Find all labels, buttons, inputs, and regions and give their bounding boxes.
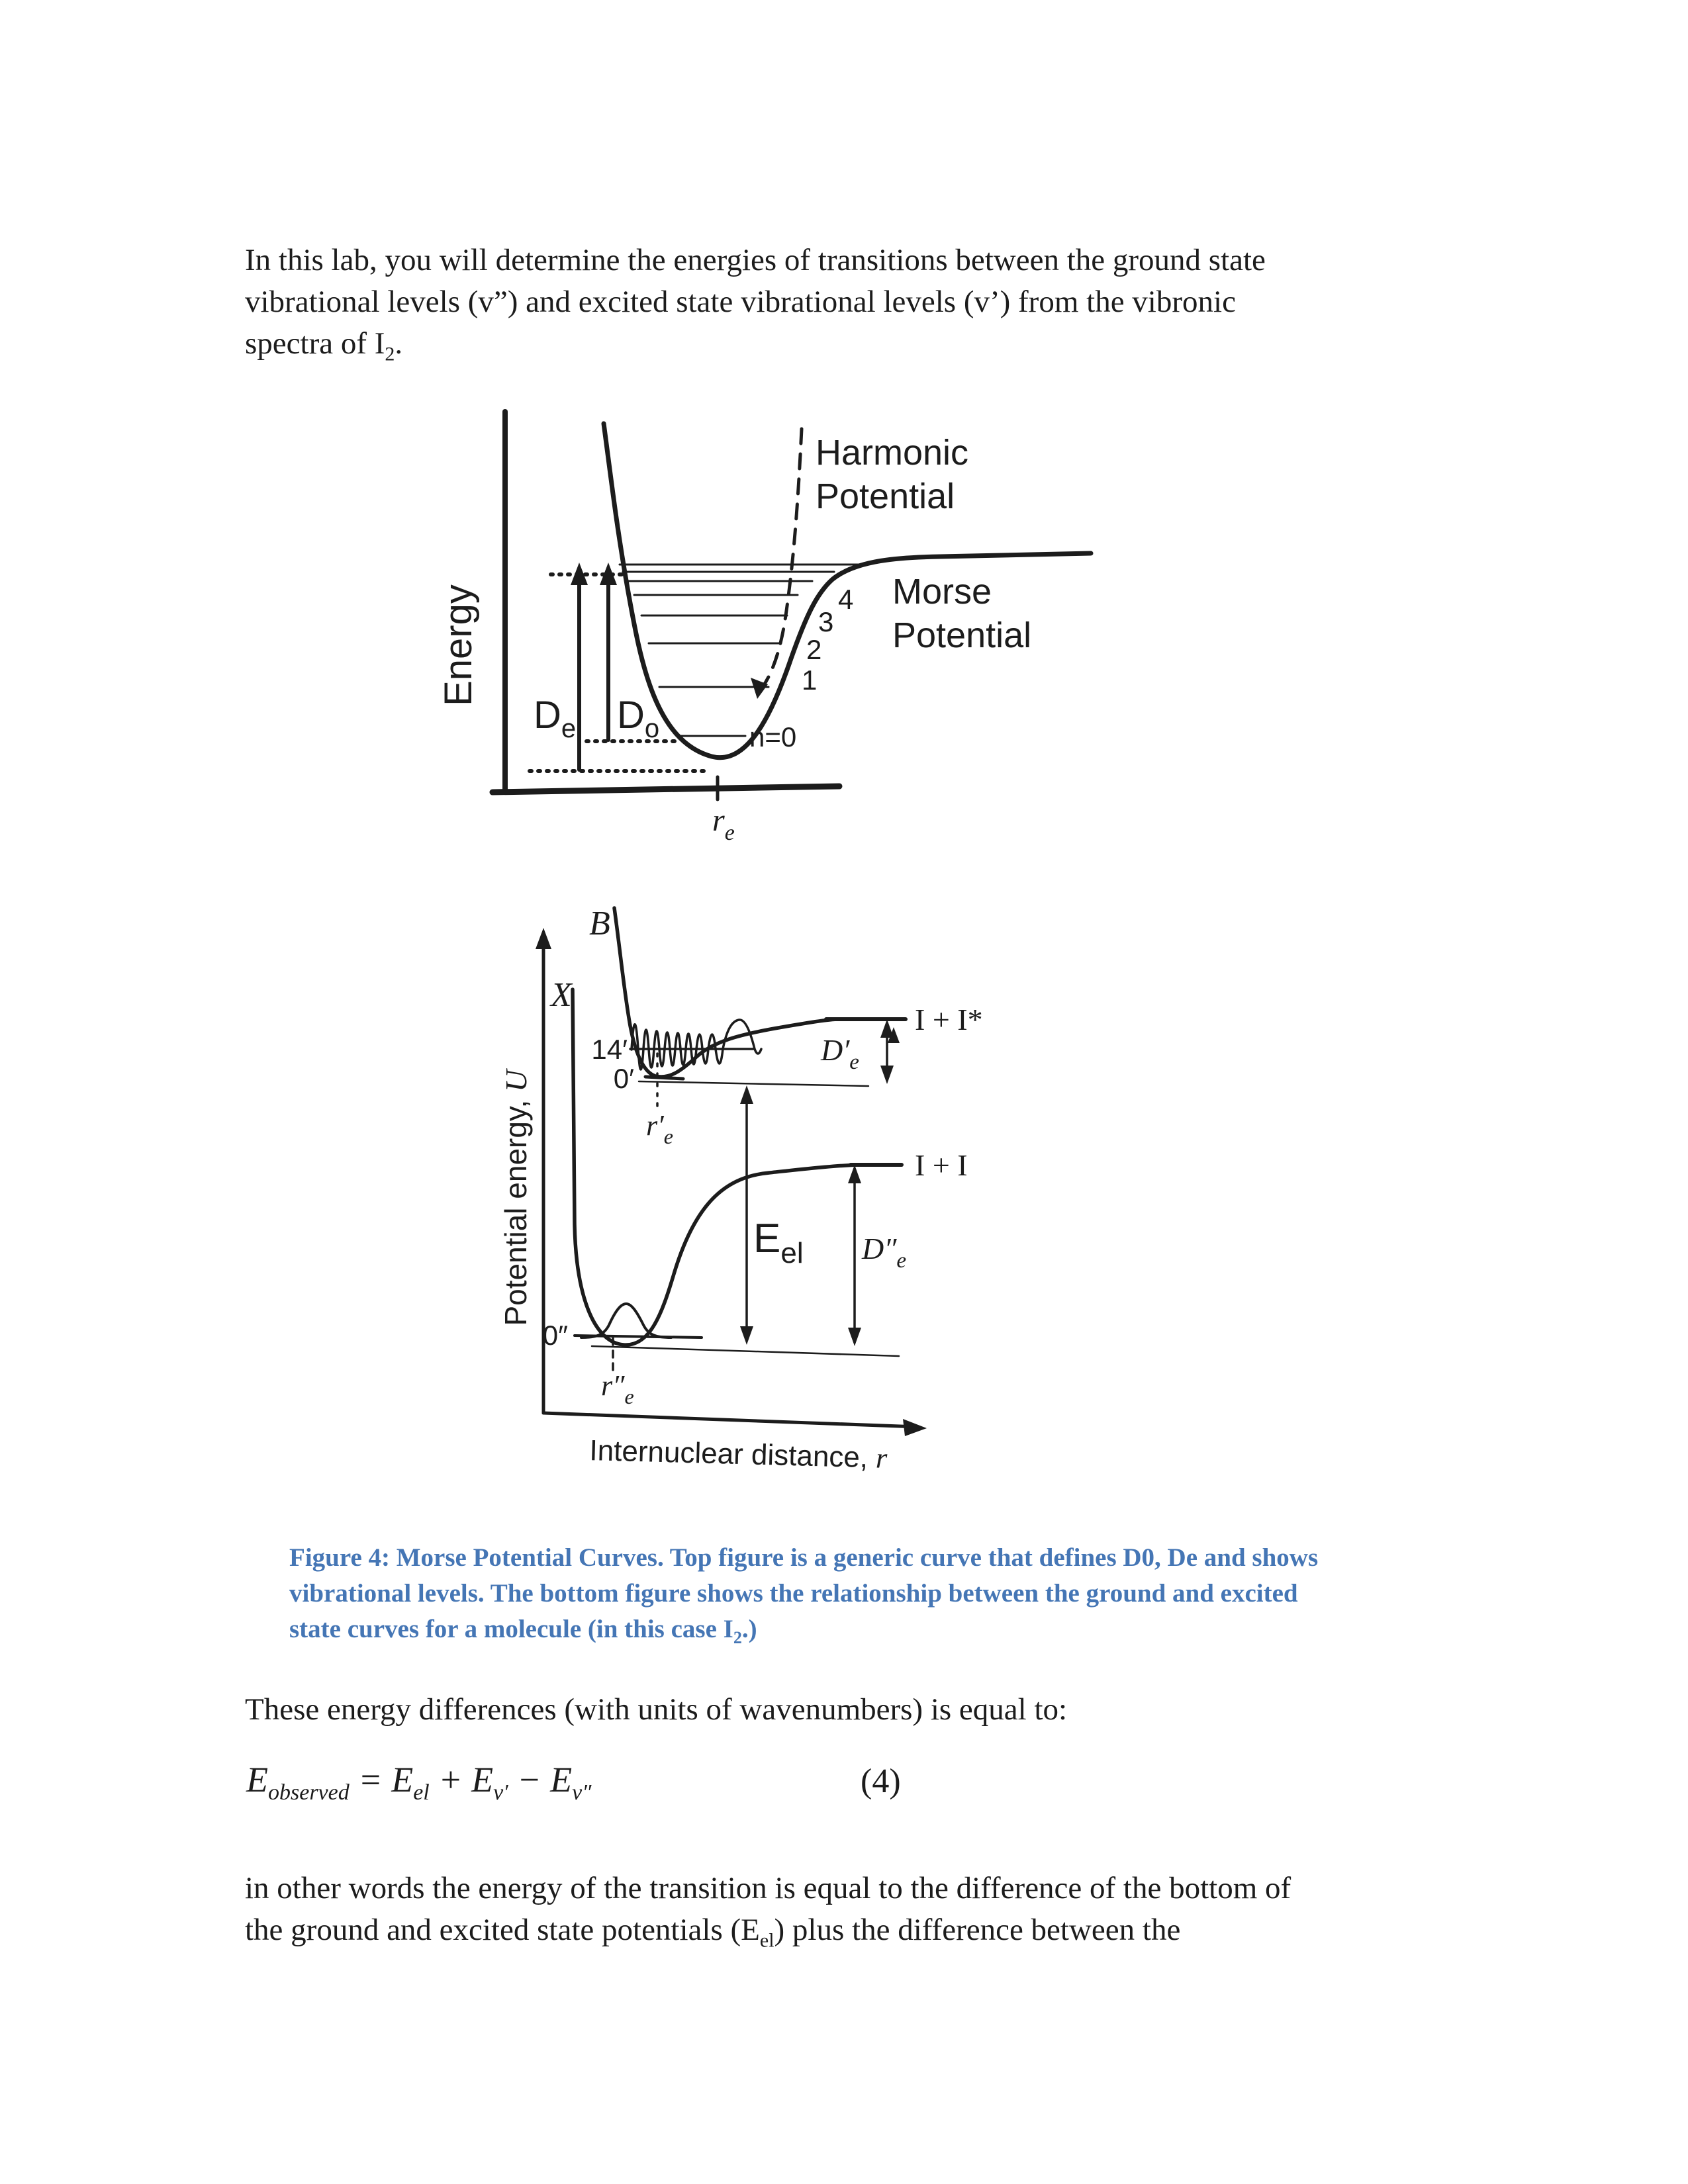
state-b-label: B	[589, 905, 610, 942]
equation-4	[246, 1759, 591, 1805]
de-prime-arrowhead-bottom	[880, 1066, 894, 1084]
level-14-label: 14′	[591, 1034, 628, 1065]
ground-minimum-reference-line	[592, 1346, 899, 1356]
intro-line-1: In this lab, you will determine the energies of transitions between the ground state	[245, 243, 1266, 277]
eel-arrowhead-top	[740, 1085, 753, 1104]
asymptote-lower-label: I + I	[915, 1148, 968, 1182]
de-dprime-label: $D''_e$	[862, 1232, 907, 1273]
distance-axis-arrowhead	[903, 1419, 927, 1436]
level-0prime-line	[645, 1077, 683, 1079]
excited-minimum-reference-line	[639, 1081, 868, 1086]
de-dprime-arrowhead-top	[848, 1165, 861, 1183]
caption-line-3: state curves for a molecule (in this case $I_2$.)	[289, 1615, 757, 1647]
re-dprime-label: $r''_e$	[601, 1369, 634, 1408]
level-2-label: 2	[806, 634, 822, 665]
asymptote-upper-label: I + I*	[915, 1003, 983, 1036]
potential-axis-label: Potential energy,U	[498, 1069, 533, 1326]
distance-axis-line	[543, 1413, 917, 1427]
morse-label-line1: Morse	[892, 572, 992, 612]
de-dprime-arrowhead-bottom	[848, 1328, 861, 1346]
state-x-label: X	[551, 976, 572, 1014]
level-0prime-label: 0′	[613, 1063, 634, 1094]
level-4-label: 4	[838, 584, 854, 615]
harmonic-label-line1: Harmonic	[816, 433, 969, 473]
intro-paragraph	[245, 240, 1266, 375]
closing-line-2: the ground and excited state potentials $(E_{el})$ plus the difference between the	[245, 1913, 1181, 1952]
distance-axis-line	[492, 786, 839, 792]
level-14-wavefunction	[632, 1020, 761, 1069]
de-prime-label: $D'_e$	[821, 1033, 859, 1074]
equation-number: (4)	[861, 1762, 901, 1800]
eel-arrowhead-bottom	[740, 1326, 753, 1345]
level-0dprime-label: 0″	[542, 1320, 568, 1351]
caption-line-1: Figure 4: Morse Potential Curves. Top figure is a generic curve that defines D0, De and shows	[289, 1543, 1319, 1572]
potential-axis-arrowhead	[536, 928, 551, 949]
intro-line-3: spectra of $I_2$.	[245, 326, 403, 365]
level-3-label: 3	[818, 606, 834, 637]
re-prime-label: $r'_e$	[646, 1109, 673, 1148]
energy-axis-label: Energy	[437, 584, 480, 706]
morse-label-line2: Potential	[892, 615, 1032, 655]
do-label: $D_o$	[617, 694, 660, 743]
caption-line-2: vibrational levels. The bottom figure shows the relationship between the ground and excited	[289, 1579, 1298, 1608]
de-label: $D_e$	[534, 694, 577, 743]
eel-label: $E_{el}$	[753, 1216, 804, 1269]
figure-caption	[289, 1540, 1318, 1656]
closing-line-1: in other words the energy of the transition is equal to the difference of the bottom of	[245, 1871, 1291, 1905]
figure-morse-i2-states	[463, 880, 983, 1476]
closing-paragraph	[245, 1868, 1291, 1961]
harmonic-label-line2: Potential	[816, 477, 955, 516]
equation-intro-sentence: These energy differences (with units of wavenumbers) is equal to:	[245, 1692, 1068, 1727]
figure-morse-generic	[437, 397, 1099, 860]
level-1-label: 1	[802, 664, 818, 696]
re-label: $r_e$	[712, 803, 735, 845]
equation-expression: $E_{observed} = E_{el} + E_{v'} - E_{v''}$	[246, 1760, 592, 1805]
intro-line-2: vibrational levels (v”) and excited state vibrational levels (v’) from the vibronic	[245, 285, 1236, 319]
n0-label: n=0	[749, 721, 797, 752]
distance-axis-label: Internuclear distance, r	[588, 1434, 888, 1475]
